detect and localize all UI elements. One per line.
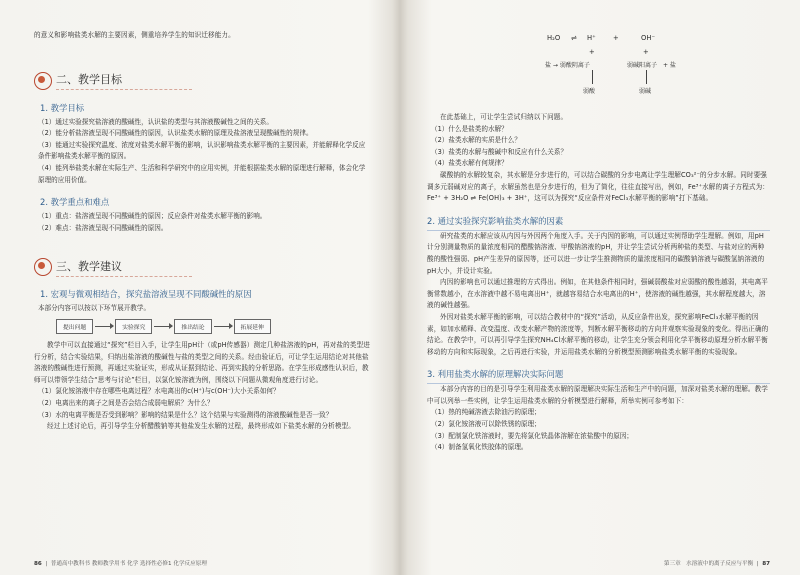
page-footer: 第三章 水溶液中的离子反应与平衡 | 87: [663, 561, 770, 567]
list-item: （1）热的纯碱溶液去除油污的原理；: [431, 408, 541, 417]
subsection-title: 1. 宏观与微观相结合，探究盐溶液呈现不同酸碱性的原因: [40, 289, 252, 300]
paragraph: 研究盐类的水解应该从内因与外因两个角度入手。关于内因的影响，可以通过实例帮助学生理解。例如，用pH计分别测量物质的量浓度相同的醋酸钠溶液、甲酸钠溶液的pH，并让学生尝试分析两种盐的类型、与盐对应的两种酸的酸性强弱、pH产生差异的原因等，还可以进一步让学生推测物质的量浓度相同的碳酸钠溶液与碳酸氢钠溶液的pH大小，并设计实验。: [427, 231, 765, 275]
eq-plus: +: [589, 48, 595, 56]
eq-plus: +: [613, 34, 619, 42]
section-bullet-icon: [34, 258, 52, 276]
page-number: 87: [762, 561, 770, 567]
list-item: （4）制备氢氧化铁胶体的原理。: [431, 443, 528, 452]
arrow-down-icon: [592, 70, 593, 84]
section-title: 三、教学建议: [56, 258, 192, 277]
arrow-down-icon: [646, 70, 647, 84]
flow-step: 推出结论: [174, 319, 211, 334]
intro-line: 的意义和影响盐类水解的主要因素，侧重培养学生的知识迁移能力。: [34, 31, 235, 39]
section-heading-objectives: [34, 70, 371, 92]
subsection-title: 2. 教学重点和难点: [40, 197, 110, 208]
arrow-right-icon: [95, 326, 113, 327]
arrow-right-icon: [154, 326, 172, 327]
flow-step: 实验探究: [115, 319, 152, 334]
hydrolysis-equation-diagram: [427, 34, 770, 118]
left-page: [0, 0, 395, 575]
paragraph: 内因的影响也可以通过推理的方式得出。例如，在其他条件相同时，强碱弱酸盐对应弱酸的酸性越弱，其电离平衡常数越小，在水溶液中越不易电离出H⁺，就越容易结合水电离出的H⁺，使溶液的碱性越强，其水解程度越大，溶液的碱性越强。: [427, 278, 768, 310]
list-item: （3）配制氯化铁溶液时，要先将氯化铁晶体溶解在浓盐酸中的原因；: [431, 431, 634, 440]
footer-chapter: 第三章: [663, 561, 681, 567]
subsection-title: 3. 利用盐类水解的原理解决实际问题: [427, 369, 564, 380]
eq-weak-acid: 弱酸: [583, 88, 596, 95]
eq-water: H₂O: [547, 34, 561, 42]
right-page: [405, 0, 800, 575]
list-item: （1）什么是盐类的水解？: [431, 124, 508, 133]
list-item: （4）能列举盐类水解在实际生产、生活和科学研究中的应用实例，并能根据盐类水解的原理进行解释，体会化学原理的应用价值。: [38, 163, 366, 184]
list-item: （3）盐类的水解与酸碱中和反应有什么关系？: [431, 147, 568, 156]
key-points-list: [34, 211, 371, 234]
paragraph: 外因对盐类水解平衡的影响，可以结合教材中的“探究”活动，从反应条件出发，探究影响FeCl₃水解平衡的因素，如加水稀释、改变温度、改变水解产物的浓度等，判断水解平衡移动的方向并观察实验现象的变化。得出正确的结论。在教学中，可以再引导学生探究NH₄Cl水解平衡的移动，让学生充分领会利用化学平衡移动原理分析水解平衡移动的方向和实际现象，之后再进行实验，并运用盐类水解的分析模型预测影响盐类水解平衡的实验现象。: [427, 312, 769, 356]
section-title: 二、教学目标: [56, 71, 192, 90]
section-heading-suggestions: [34, 256, 371, 278]
eq-hydrogen-ion: H⁺: [587, 34, 596, 42]
list-item: （2）氯化铵溶液可以除铁锈的原理；: [431, 420, 541, 429]
paragraph: 在此基础上，可让学生尝试归纳以下问题。: [440, 113, 568, 121]
eq-hydroxide-ion: OH⁻: [641, 34, 656, 42]
paragraph: 碳酸钠的水解较复杂，其水解是分步进行的，可以结合碳酸的分步电离让学生理解CO₃²⁻的分步水解。同时要强调多元弱碱对应的离子，水解虽然也是分步进行的，但为了简化，往往直接写出，例如，Fe³⁺水解的离子方程式为：Fe³⁺ + 3H₂O ⇌ Fe(OH)₃ + 3H⁺，这可以为探究“反应条件对FeCl₃水解平衡的影响”打下基础。: [427, 170, 770, 203]
eq-plus: +: [643, 48, 649, 56]
list-item: （2）能分析盐溶液呈现不同酸碱性的原因，认识盐类水解的原理及盐溶液呈现酸碱性的规律。: [38, 129, 313, 138]
teaching-flow-diagram: [56, 319, 371, 334]
eq-weak-acid-anion: 盐 → 弱酸阴离子: [545, 62, 590, 69]
paragraph: 教学中可以直接通过“探究”栏目入手，让学生用pH计（或pH传感器）测定几种盐溶液的pH，再对盐的类型进行分析，结合实验结果，归纳出盐溶液的酸碱性与盐的类型之间的关系。经由验证后，可让学生运用结论对其他盐溶液的酸碱性进行预测，再通过实验证实，形成从证据到结论、再到实践的分析思路。在学生形成感性认识后，教师可以带领学生结合“思考与讨论”栏目，以氯化铵溶液为例，围绕以下问题从微观角度进行讨论。: [34, 340, 370, 384]
eq-weak-base-cation: 弱碱阳离子: [627, 62, 658, 69]
page-footer: 86 | 普通高中教科书 教师教学用书 化学 选择性必修1 化学反应原理: [34, 561, 207, 567]
list-item: （2）难点：盐溶液呈现不同酸碱性的原因。: [38, 223, 168, 232]
subsection-title: 2. 通过实验探究影响盐类水解的因素: [427, 215, 564, 226]
list-item: （1）重点：盐溶液呈现不同酸碱性的原因；反应条件对盐类水解平衡的影响。: [38, 212, 267, 221]
flow-intro: 本部分内容可以按以下环节展开教学。: [38, 304, 151, 313]
eq-weak-base: 弱碱: [639, 88, 652, 95]
list-item: （4）盐类水解有何规律？: [431, 159, 508, 168]
eq-equilibrium-arrow: ⇌: [571, 34, 577, 42]
list-item: （2）盐类水解的实质是什么？: [431, 136, 521, 145]
flow-step: 拓展延伸: [234, 319, 271, 334]
footer-text: 水溶液中的离子反应与平衡: [686, 561, 754, 567]
list-item: （3）能通过实验探究温度、浓度对盐类水解平衡的影响，认识影响盐类水解平衡的主要因素，并能解释化学反应条件影响盐类水解平衡的原因。: [38, 140, 366, 161]
paragraph: 经过上述讨论后，再引导学生分析醋酸钠等其他盐发生水解的过程，最终形成如下盐类水解的分析模型。: [47, 422, 355, 431]
paragraph: 本部分内容的目的是引导学生利用盐类水解的原理解决实际生活和生产中的问题，加深对盐类水解的理解。教学中可以列举一些实例，让学生运用盐类水解的分析模型进行解释，所举实例可参考如下：: [427, 385, 768, 405]
list-item: （1）通过实验探究盐溶液的酸碱性，认识盐的类型与其溶液酸碱性之间的关系。: [38, 117, 273, 126]
objectives-list: [34, 117, 371, 187]
section-bullet-icon: [34, 72, 52, 90]
list-item: （2）电离出来的离子之间是否会结合成弱电解质？为什么？: [38, 398, 214, 407]
flow-step: 提出问题: [56, 319, 93, 334]
page-number: 86: [34, 561, 42, 567]
list-item: （1）氯化铵溶液中存在哪些电离过程？水电离出的c(H⁺)与c(OH⁻)大小关系如何？: [38, 387, 280, 396]
arrow-right-icon: [214, 326, 232, 327]
footer-text: 普通高中教科书 教师教学用书 化学 选择性必修1 化学反应原理: [50, 561, 207, 567]
eq-salt-tail: + 盐: [663, 62, 676, 69]
list-item: （3）水的电离平衡是否受到影响？影响的结果是什么？这个结果与实验测得的溶液酸碱性是否一致？: [38, 410, 333, 419]
subsection-title: 1. 教学目标: [40, 102, 85, 113]
